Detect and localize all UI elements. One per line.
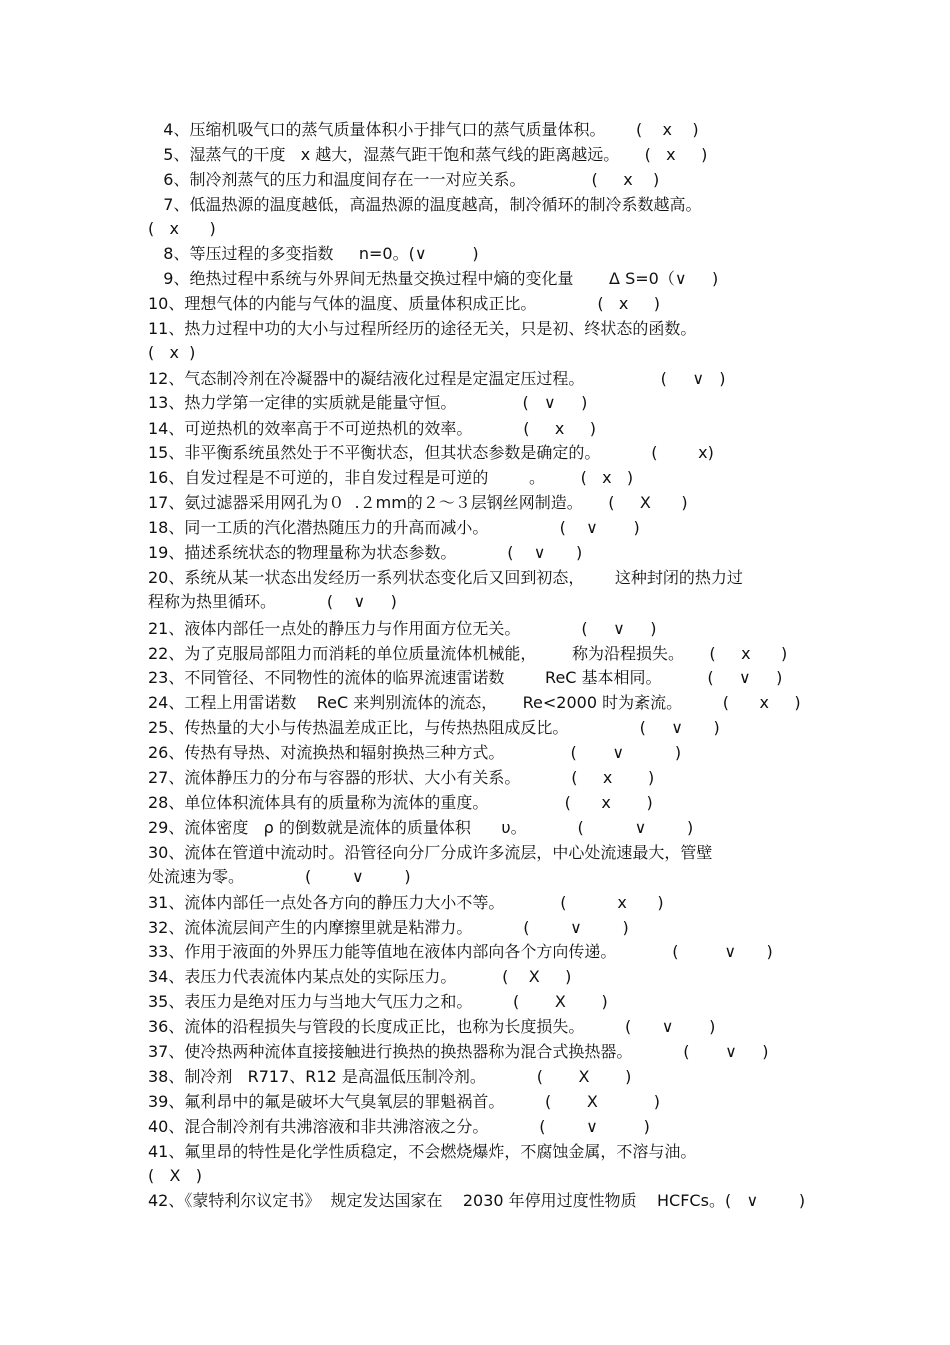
question-line: 15、非平衡系统虽然处于不平衡状态，但其状态参数是确定的。 ( x) (148, 443, 714, 462)
question-line: 22、为了克服局部阻力而消耗的单位质量流体机械能， 称为沿程损失。 ( x ) (148, 644, 788, 663)
question-line: 12、气态制冷剂在冷凝器中的凝结液化过程是定温定压过程。 ( ∨ ) (148, 369, 726, 388)
question-line: 19、描述系统状态的物理量称为状态参数。 ( ∨ ) (148, 543, 583, 562)
question-line: 27、流体静压力的分布与容器的形状、大小有关系。 ( x ) (148, 768, 655, 787)
question-line: 16、自发过程是不可逆的，非自发过程是可逆的 。 ( x ) (148, 468, 634, 487)
question-line: 32、流体流层间产生的内摩擦里就是粘滞力。 ( ∨ ) (148, 918, 629, 937)
question-line: 11、热力过程中功的大小与过程所经历的途径无关，只是初、终状态的函数。 (148, 319, 697, 338)
question-line: 6、制冷剂蒸气的压力和温度间存在一一对应关系。 ( x ) (148, 170, 660, 189)
question-line: 23、不同管径、不同物性的流体的临界流速雷诺数 ReC 基本相同。 ( ∨ ) (148, 668, 783, 687)
question-line: 17、氨过滤器采用网孔为０ .２mm的２～３层钢丝网制造。 ( X ) (148, 493, 688, 512)
question-line: 34、表压力代表流体内某点处的实际压力。 ( X ) (148, 967, 572, 986)
question-line: 41、氟里昂的特性是化学性质稳定，不会燃烧爆炸，不腐蚀金属，不溶与油。 (148, 1142, 697, 1161)
question-line: 31、流体内部任一点处各方向的静压力大小不等。 ( x ) (148, 893, 664, 912)
question-line: 25、传热量的大小与传热温差成正比，与传热热阻成反比。 ( ∨ ) (148, 718, 720, 737)
question-line: 9、绝热过程中系统与外界间无热量交换过程中熵的变化量 Δ S=0（∨ ) (148, 269, 719, 288)
question-line: 20、系统从某一状态出发经历一系列状态变化后又回到初态， 这种封闭的热力过 (148, 568, 743, 587)
question-line: 24、工程上用雷诺数 ReC 来判别流体的流态， Re<2000 时为紊流。 ( x ) (148, 693, 801, 712)
question-line: 13、热力学第一定律的实质就是能量守恒。 ( ∨ ) (148, 393, 588, 412)
question-line: 35、表压力是绝对压力与当地大气压力之和。 ( X ) (148, 992, 608, 1011)
question-line: 38、制冷剂 R717、R12 是高温低压制冷剂。 ( X ) (148, 1067, 632, 1086)
question-line: 28、单位体积流体具有的质量称为流体的重度。 ( x ) (148, 793, 653, 812)
question-line-continuation: 程称为热里循环。 ( ∨ ) (148, 592, 397, 611)
question-line: 8、等压过程的多变指数 n=0。(∨ ) (148, 244, 479, 263)
question-line-continuation: ( x ) (148, 219, 216, 238)
question-line: 36、流体的沿程损失与管段的长度成正比，也称为长度损失。 ( ∨ ) (148, 1017, 716, 1036)
question-line: 4、压缩机吸气口的蒸气质量体积小于排气口的蒸气质量体积。 ( x ) (148, 120, 699, 139)
question-line: 26、传热有导热、对流换热和辐射换热三种方式。 ( ∨ ) (148, 743, 682, 762)
question-line: 42、《蒙特利尔议定书》 规定发达国家在 2030 年停用过度性物质 HCFCs。( ∨ ) (148, 1191, 806, 1210)
question-line: 37、使冷热两种流体直接接触进行换热的换热器称为混合式换热器。 ( ∨ ) (148, 1042, 769, 1061)
question-line-continuation: 处流速为零。 ( ∨ ) (148, 867, 411, 886)
question-line: 5、湿蒸气的干度 x 越大，湿蒸气距干饱和蒸气线的距离越远。 ( x ) (148, 145, 708, 164)
question-line: 14、可逆热机的效率高于不可逆热机的效率。 ( x ) (148, 419, 597, 438)
question-line: 18、同一工质的汽化潜热随压力的升高而减小。 ( ∨ ) (148, 518, 640, 537)
question-line: 7、低温热源的温度越低，高温热源的温度越高，制冷循环的制冷系数越高。 (148, 195, 702, 214)
question-line-continuation: ( x ) (148, 343, 196, 362)
question-line: 40、混合制冷剂有共沸溶液和非共沸溶液之分。 ( ∨ ) (148, 1117, 650, 1136)
question-line: 21、液体内部任一点处的静压力与作用面方位无关。 ( ∨ ) (148, 619, 657, 638)
question-line-continuation: ( X ) (148, 1166, 202, 1185)
question-line: 33、作用于液面的外界压力能等值地在液体内部向各个方向传递。 ( ∨ ) (148, 942, 773, 961)
question-line: 10、理想气体的内能与气体的温度、质量体积成正比。 ( x ) (148, 294, 661, 313)
question-line: 39、氟利昂中的氟是破坏大气臭氧层的罪魁祸首。 ( X ) (148, 1092, 661, 1111)
question-line: 29、流体密度 ρ 的倒数就是流体的质量体积 υ。 ( ∨ ) (148, 818, 694, 837)
question-line: 30、流体在管道中流动时。沿管径向分厂分成许多流层，中心处流速最大，管壁 (148, 843, 713, 862)
